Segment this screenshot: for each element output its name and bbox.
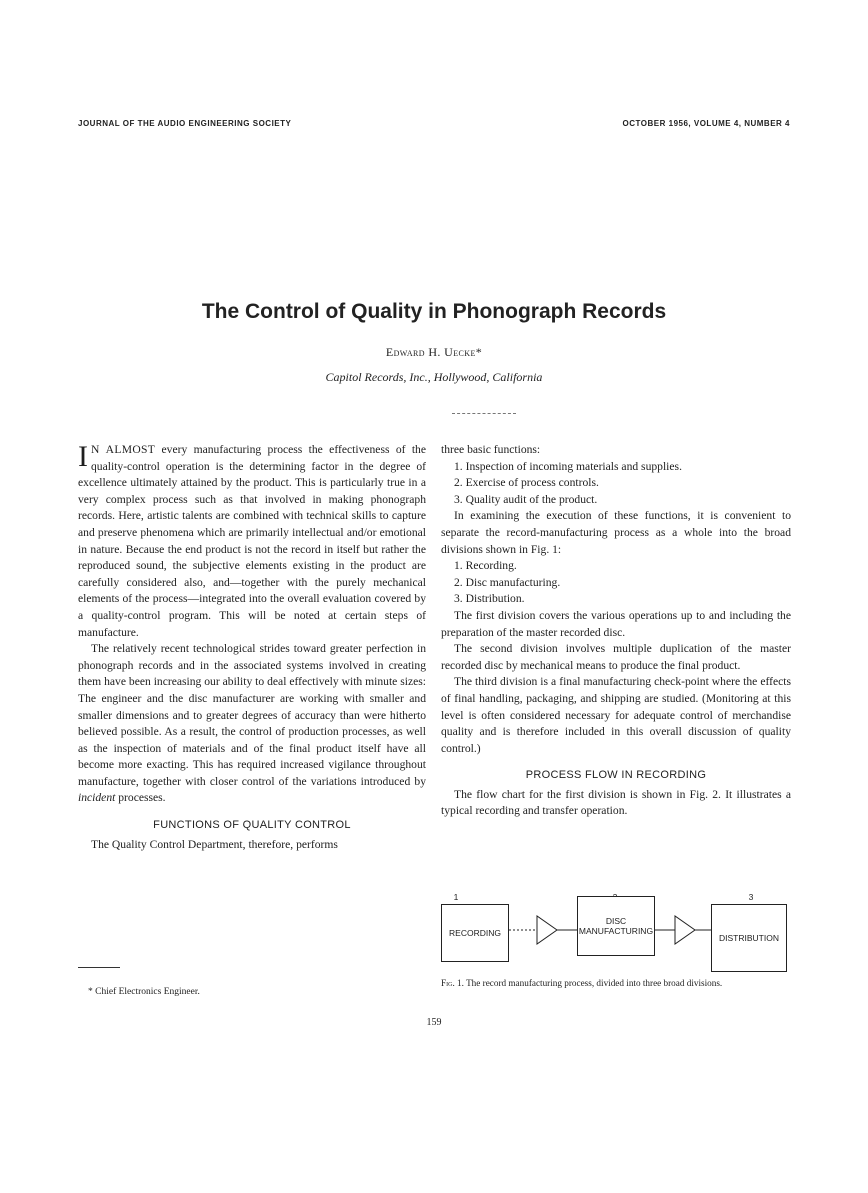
list-item: 2. Exercise of process controls. <box>454 476 599 490</box>
box-number-1: 1 <box>453 892 459 902</box>
amplifier-triangle-2 <box>675 916 695 944</box>
section-heading-process-flow: PROCESS FLOW IN RECORDING <box>525 769 707 782</box>
list-item: 1. Inspection of incoming materials and supplies. <box>454 459 682 473</box>
paragraph-2-text-a: The relatively recent technological strides toward greater perfection in phonograph records and in the associated systems involved in creating them have been increasing our ability to deal effectively with minute sizes: The engineer and the disc manufacturer are working with smaller and smaller dimensions and to greater degrees of accuracy than were hitherto believed possible. As a result, the control of production processes, as well as the inspection of materials and of the final product itself have all become more exacting. This has required increased vigilance throughout manufacture, together with closer control of the variations introduced by <box>78 642 426 788</box>
footnote: * Chief Electronics Engineer. <box>88 987 200 997</box>
paragraph-second-division: The second division involves multiple duplication of the master recorded disc by mechanical means to produce the final product. <box>441 642 791 672</box>
issue-header: OCTOBER 1956, VOLUME 4, NUMBER 4 <box>622 119 790 128</box>
figure-1-diagram <box>441 892 791 974</box>
journal-header: JOURNAL OF THE AUDIO ENGINEERING SOCIETY <box>78 119 292 128</box>
paragraph-divisions: In examining the execution of these functions, it is convenient to separate the record-manufacturing process as a whole into the broad divisions shown in Fig. 1: <box>441 509 791 556</box>
box-label-line: DISC <box>605 916 627 926</box>
article-title: The Control of Quality in Phonograph Records <box>201 300 667 323</box>
paragraph-3: The Quality Control Department, therefore, performs <box>91 837 338 851</box>
drop-cap: I <box>78 440 88 473</box>
box-number-3: 3 <box>748 892 754 902</box>
box-distribution: DISTRIBUTION <box>711 904 787 972</box>
list-item: 2. Disc manufacturing. <box>454 575 561 589</box>
intro-text: every manufacturing process the effectiveness of the quality-control operation is the determining factor in the degree of excellence ultimately attained by the product. This is particularly true in a very complex process such as that involved in making phonograph records. Here, artistic talents are combined with technical skills to capture and preserve phenomena which are primarily intellectual and/or emotional in nature. Because the end product is not the record in itself but rather the reproduced sound, the subjective elements existing in the product are carefully considered also, and—together with the purely mechanical elements of the process—integrated into the overall evaluation covered by a quality-control program. This will be noted at certain steps of manufacture. <box>78 443 426 639</box>
paragraph-functions: three basic functions: <box>441 443 541 456</box>
paragraph-2-emphasis: incident <box>78 791 116 805</box>
section-heading-functions: FUNCTIONS OF QUALITY CONTROL <box>153 819 351 832</box>
paragraph-2 <box>78 641 426 807</box>
box-label-line: MANUFACTURING <box>578 926 654 936</box>
page-number: 159 <box>426 1017 442 1028</box>
intro-lead: N ALMOST <box>91 443 156 456</box>
paragraph-2-text-b: processes. <box>115 791 166 805</box>
list-item: 1. Recording. <box>454 559 517 573</box>
intro-paragraph <box>78 442 426 641</box>
title-separator <box>452 413 516 414</box>
footnote-rule <box>78 967 120 968</box>
left-column <box>78 442 426 853</box>
paragraph-flow-chart: The flow chart for the first division is shown in Fig. 2. It illustrates a typical recording and transfer operation. <box>441 787 791 818</box>
caption-text: The record manufacturing process, divided into three broad divisions. <box>463 978 723 988</box>
amplifier-triangle-1 <box>537 916 557 944</box>
right-column <box>441 442 791 820</box>
figure-1-caption <box>441 978 791 989</box>
paragraph-first-division: The first division covers the various operations up to and including the preparation of the master recorded disc. <box>441 608 791 639</box>
box-recording: RECORDING <box>441 904 509 962</box>
affiliation: Capitol Records, Inc., Hollywood, California <box>325 370 543 384</box>
list-item: 3. Distribution. <box>454 592 525 606</box>
caption-label: Fig. 1. <box>441 978 464 988</box>
box-disc-manufacturing <box>577 896 655 956</box>
author: Edward H. Uecke* <box>385 345 483 359</box>
paragraph-third-division: The third division is a final manufacturing check-point where the effects of final handling, packaging, and shipping are studied. (Monitoring at this level is often considered necessary for adequate control of merchandise quality and is therefore included in this overall discussion of quality control.) <box>441 675 791 755</box>
list-item: 3. Quality audit of the product. <box>454 492 598 506</box>
